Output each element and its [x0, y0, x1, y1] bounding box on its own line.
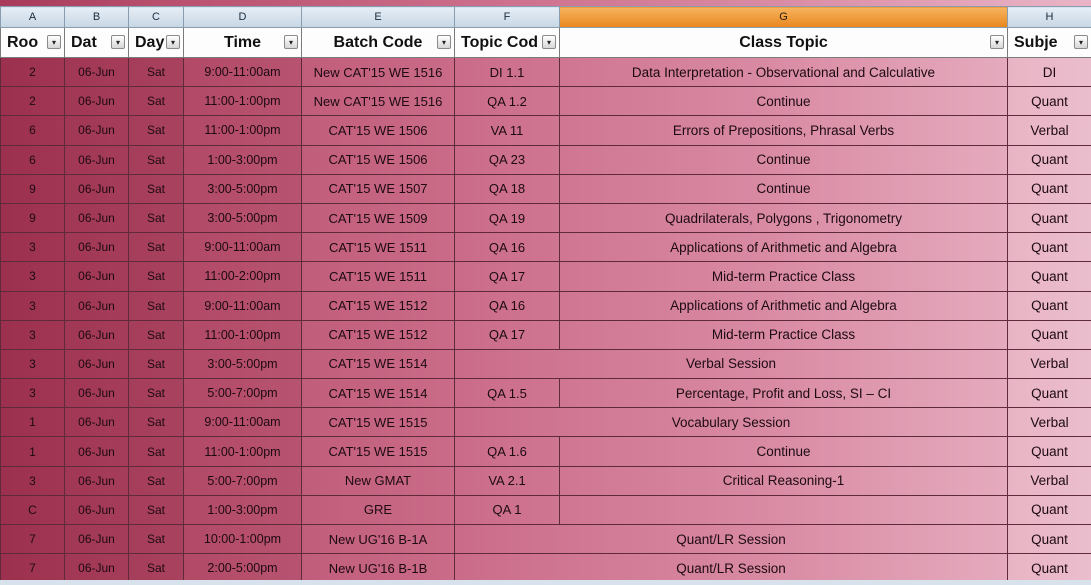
cell-date[interactable]: 06-Jun [65, 495, 129, 524]
cell-class-topic[interactable]: Continue [560, 437, 1008, 466]
cell-date[interactable]: 06-Jun [65, 320, 129, 349]
header-topic-code[interactable] [455, 28, 560, 58]
header-topic-code-label: Topic Cod [461, 33, 539, 51]
cell-time[interactable]: 10:00-1:00pm [184, 525, 302, 554]
cell-batch-code[interactable]: CAT'15 WE 1514 [302, 349, 455, 378]
filter-dropdown-icon[interactable]: ▾ [990, 35, 1004, 49]
cell-subject[interactable]: Quant [1008, 379, 1091, 408]
cell-topic-code[interactable]: QA 17 [455, 320, 560, 349]
cell-class-topic[interactable]: Percentage, Profit and Loss, SI – CI [560, 379, 1008, 408]
cell-room[interactable]: 1 [1, 408, 65, 437]
cell-topic-code[interactable]: QA 16 [455, 291, 560, 320]
cell-subject[interactable]: Quant [1008, 554, 1091, 583]
table-row[interactable] [1, 495, 1091, 524]
cell-day[interactable]: Sat [129, 233, 184, 262]
column-letter-a[interactable]: A [1, 7, 65, 28]
cell-subject[interactable]: Quant [1008, 437, 1091, 466]
cell-time[interactable]: 3:00-5:00pm [184, 203, 302, 232]
cell-room[interactable]: 1 [1, 437, 65, 466]
table-row[interactable] [1, 145, 1091, 174]
cell-batch-code[interactable]: CAT'15 WE 1506 [302, 116, 455, 145]
cell-day[interactable]: Sat [129, 437, 184, 466]
cell-subject[interactable]: Quant [1008, 203, 1091, 232]
cell-class-topic[interactable]: Applications of Arithmetic and Algebra [560, 291, 1008, 320]
cell-time[interactable]: 11:00-2:00pm [184, 262, 302, 291]
filter-dropdown-icon[interactable]: ▾ [111, 35, 125, 49]
cell-subject[interactable]: Quant [1008, 495, 1091, 524]
table-row[interactable] [1, 262, 1091, 291]
cell-batch-code[interactable]: GRE [302, 495, 455, 524]
cell-day[interactable]: Sat [129, 495, 184, 524]
table-row[interactable] [1, 408, 1091, 437]
cell-subject[interactable]: DI [1008, 58, 1091, 87]
cell-time[interactable]: 3:00-5:00pm [184, 349, 302, 378]
cell-subject[interactable]: Quant [1008, 291, 1091, 320]
cell-topic-code[interactable]: QA 1 [455, 495, 560, 524]
header-day-label: Day [135, 33, 165, 51]
cell-subject[interactable]: Verbal [1008, 408, 1091, 437]
cell-date[interactable]: 06-Jun [65, 203, 129, 232]
cell-time[interactable]: 1:00-3:00pm [184, 145, 302, 174]
table-row[interactable] [1, 174, 1091, 203]
header-time[interactable] [184, 28, 302, 58]
cell-time[interactable]: 11:00-1:00pm [184, 87, 302, 116]
cell-class-topic[interactable]: Quant/LR Session [455, 525, 1008, 554]
cell-room[interactable]: 6 [1, 116, 65, 145]
header-time-label: Time [223, 33, 262, 51]
cell-topic-code[interactable]: QA 23 [455, 145, 560, 174]
table-row[interactable] [1, 116, 1091, 145]
cell-subject[interactable]: Quant [1008, 87, 1091, 116]
column-letter-e[interactable]: E [302, 7, 455, 28]
cell-room[interactable]: 7 [1, 525, 65, 554]
table-row[interactable] [1, 349, 1091, 378]
cell-time[interactable]: 9:00-11:00am [184, 58, 302, 87]
cell-batch-code[interactable]: New UG'16 B-1A [302, 525, 455, 554]
cell-time[interactable]: 9:00-11:00am [184, 233, 302, 262]
cell-batch-code[interactable]: CAT'15 WE 1507 [302, 174, 455, 203]
cell-batch-code[interactable]: CAT'15 WE 1515 [302, 437, 455, 466]
cell-subject[interactable]: Quant [1008, 320, 1091, 349]
cell-date[interactable]: 06-Jun [65, 233, 129, 262]
cell-batch-code[interactable]: New CAT'15 WE 1516 [302, 58, 455, 87]
filter-dropdown-icon[interactable]: ▾ [284, 35, 298, 49]
cell-room[interactable]: 9 [1, 174, 65, 203]
cell-time[interactable]: 11:00-1:00pm [184, 116, 302, 145]
cell-subject[interactable]: Quant [1008, 525, 1091, 554]
cell-room[interactable]: 9 [1, 203, 65, 232]
cell-room[interactable]: 3 [1, 320, 65, 349]
cell-date[interactable]: 06-Jun [65, 58, 129, 87]
table-row[interactable] [1, 554, 1091, 583]
filter-dropdown-icon[interactable]: ▾ [47, 35, 61, 49]
cell-class-topic[interactable]: Applications of Arithmetic and Algebra [560, 233, 1008, 262]
cell-day[interactable]: Sat [129, 466, 184, 495]
cell-date[interactable]: 06-Jun [65, 262, 129, 291]
cell-batch-code[interactable]: New CAT'15 WE 1516 [302, 87, 455, 116]
cell-room[interactable]: 3 [1, 262, 65, 291]
cell-subject[interactable]: Verbal [1008, 349, 1091, 378]
filter-dropdown-icon[interactable]: ▾ [1074, 35, 1088, 49]
cell-subject[interactable]: Quant [1008, 174, 1091, 203]
cell-day[interactable]: Sat [129, 554, 184, 583]
cell-day[interactable]: Sat [129, 145, 184, 174]
cell-class-topic[interactable]: Continue [560, 174, 1008, 203]
cell-class-topic[interactable]: Quant/LR Session [455, 554, 1008, 583]
cell-day[interactable]: Sat [129, 291, 184, 320]
cell-day[interactable]: Sat [129, 87, 184, 116]
cell-day[interactable]: Sat [129, 379, 184, 408]
table-row[interactable] [1, 58, 1091, 87]
cell-time[interactable]: 9:00-11:00am [184, 408, 302, 437]
cell-time[interactable]: 2:00-5:00pm [184, 554, 302, 583]
table-row[interactable] [1, 379, 1091, 408]
cell-day[interactable]: Sat [129, 174, 184, 203]
cell-time[interactable]: 9:00-11:00am [184, 291, 302, 320]
column-letter-f[interactable]: F [455, 7, 560, 28]
cell-class-topic[interactable]: Quadrilaterals, Polygons , Trigonometry [560, 203, 1008, 232]
header-room[interactable] [1, 28, 65, 58]
table-row[interactable] [1, 203, 1091, 232]
cell-topic-code[interactable]: QA 1.6 [455, 437, 560, 466]
cell-room[interactable]: 7 [1, 554, 65, 583]
status-bar [0, 580, 1091, 585]
cell-subject[interactable]: Quant [1008, 262, 1091, 291]
cell-class-topic[interactable]: Continue [560, 145, 1008, 174]
cell-time[interactable]: 3:00-5:00pm [184, 174, 302, 203]
header-date-label: Dat [71, 33, 97, 51]
cell-room[interactable]: 3 [1, 466, 65, 495]
cell-topic-code[interactable]: QA 1.2 [455, 87, 560, 116]
header-room-label: Roo [7, 33, 39, 51]
cell-class-topic[interactable] [560, 495, 1008, 524]
cell-batch-code[interactable]: CAT'15 WE 1512 [302, 320, 455, 349]
cell-topic-code[interactable]: QA 16 [455, 233, 560, 262]
cell-subject[interactable]: Quant [1008, 233, 1091, 262]
cell-date[interactable]: 06-Jun [65, 349, 129, 378]
cell-day[interactable]: Sat [129, 116, 184, 145]
cell-subject[interactable]: Quant [1008, 145, 1091, 174]
header-row [1, 28, 1091, 58]
cell-day[interactable]: Sat [129, 58, 184, 87]
cell-room[interactable]: C [1, 495, 65, 524]
column-letter-c[interactable]: C [129, 7, 184, 28]
cell-room[interactable]: 3 [1, 349, 65, 378]
header-date[interactable] [65, 28, 129, 58]
cell-time[interactable]: 11:00-1:00pm [184, 320, 302, 349]
table-row[interactable] [1, 466, 1091, 495]
cell-subject[interactable]: Verbal [1008, 466, 1091, 495]
table-row[interactable] [1, 525, 1091, 554]
cell-room[interactable]: 3 [1, 379, 65, 408]
cell-batch-code[interactable]: CAT'15 WE 1506 [302, 145, 455, 174]
table-row[interactable] [1, 233, 1091, 262]
cell-time[interactable]: 5:00-7:00pm [184, 466, 302, 495]
header-subject-label: Subje [1014, 33, 1058, 51]
cell-batch-code[interactable]: CAT'15 WE 1511 [302, 233, 455, 262]
column-letter-b[interactable]: B [65, 7, 129, 28]
cell-day[interactable]: Sat [129, 525, 184, 554]
cell-date[interactable]: 06-Jun [65, 145, 129, 174]
cell-subject[interactable]: Verbal [1008, 116, 1091, 145]
cell-day[interactable]: Sat [129, 262, 184, 291]
cell-topic-code[interactable]: VA 2.1 [455, 466, 560, 495]
cell-day[interactable]: Sat [129, 320, 184, 349]
cell-batch-code[interactable]: CAT'15 WE 1509 [302, 203, 455, 232]
cell-batch-code[interactable]: New UG'16 B-1B [302, 554, 455, 583]
cell-room[interactable]: 2 [1, 87, 65, 116]
cell-date[interactable]: 06-Jun [65, 525, 129, 554]
cell-batch-code[interactable]: CAT'15 WE 1511 [302, 262, 455, 291]
cell-batch-code[interactable]: CAT'15 WE 1512 [302, 291, 455, 320]
cell-topic-code[interactable]: QA 18 [455, 174, 560, 203]
header-class-topic[interactable] [560, 28, 1008, 58]
filter-dropdown-icon[interactable]: ▾ [542, 35, 556, 49]
cell-day[interactable]: Sat [129, 203, 184, 232]
cell-date[interactable]: 06-Jun [65, 379, 129, 408]
cell-class-topic[interactable]: Continue [560, 87, 1008, 116]
header-day[interactable] [129, 28, 184, 58]
column-letter-d[interactable]: D [184, 7, 302, 28]
cell-date[interactable]: 06-Jun [65, 116, 129, 145]
column-letter-h[interactable]: H [1008, 7, 1091, 28]
cell-topic-code[interactable]: DI 1.1 [455, 58, 560, 87]
header-class-topic-label: Class Topic [739, 33, 828, 51]
cell-date[interactable]: 06-Jun [65, 408, 129, 437]
header-batch-code[interactable] [302, 28, 455, 58]
header-batch-code-label: Batch Code [333, 33, 423, 51]
cell-date[interactable]: 06-Jun [65, 437, 129, 466]
cell-time[interactable]: 1:00-3:00pm [184, 495, 302, 524]
cell-class-topic[interactable]: Errors of Prepositions, Phrasal Verbs [560, 116, 1008, 145]
cell-topic-code[interactable]: QA 19 [455, 203, 560, 232]
cell-class-topic[interactable]: Critical Reasoning-1 [560, 466, 1008, 495]
cell-room[interactable]: 6 [1, 145, 65, 174]
cell-class-topic[interactable]: Verbal Session [455, 349, 1008, 378]
cell-batch-code[interactable]: CAT'15 WE 1515 [302, 408, 455, 437]
cell-topic-code[interactable]: VA 11 [455, 116, 560, 145]
filter-dropdown-icon[interactable]: ▾ [437, 35, 451, 49]
cell-class-topic[interactable]: Mid-term Practice Class [560, 320, 1008, 349]
cell-date[interactable]: 06-Jun [65, 554, 129, 583]
cell-room[interactable]: 3 [1, 291, 65, 320]
cell-time[interactable]: 5:00-7:00pm [184, 379, 302, 408]
filter-applied-icon[interactable]: ▾ [166, 35, 180, 49]
cell-batch-code[interactable]: New GMAT [302, 466, 455, 495]
schedule-table [0, 6, 1091, 583]
table-row[interactable] [1, 437, 1091, 466]
cell-batch-code[interactable]: CAT'15 WE 1514 [302, 379, 455, 408]
cell-date[interactable]: 06-Jun [65, 466, 129, 495]
cell-day[interactable]: Sat [129, 408, 184, 437]
cell-date[interactable]: 06-Jun [65, 291, 129, 320]
table-row[interactable] [1, 291, 1091, 320]
cell-topic-code[interactable]: QA 1.5 [455, 379, 560, 408]
table-row[interactable] [1, 320, 1091, 349]
column-letter-g[interactable]: G [560, 7, 1008, 28]
cell-class-topic[interactable]: Vocabulary Session [455, 408, 1008, 437]
cell-class-topic[interactable]: Mid-term Practice Class [560, 262, 1008, 291]
cell-room[interactable]: 2 [1, 58, 65, 87]
table-row[interactable] [1, 87, 1091, 116]
cell-time[interactable]: 11:00-1:00pm [184, 437, 302, 466]
header-subject[interactable] [1008, 28, 1091, 58]
cell-date[interactable]: 06-Jun [65, 87, 129, 116]
cell-class-topic[interactable]: Data Interpretation - Observational and Calculative [560, 58, 1008, 87]
cell-room[interactable]: 3 [1, 233, 65, 262]
column-letter-row [1, 7, 1091, 28]
cell-date[interactable]: 06-Jun [65, 174, 129, 203]
cell-topic-code[interactable]: QA 17 [455, 262, 560, 291]
cell-day[interactable]: Sat [129, 349, 184, 378]
